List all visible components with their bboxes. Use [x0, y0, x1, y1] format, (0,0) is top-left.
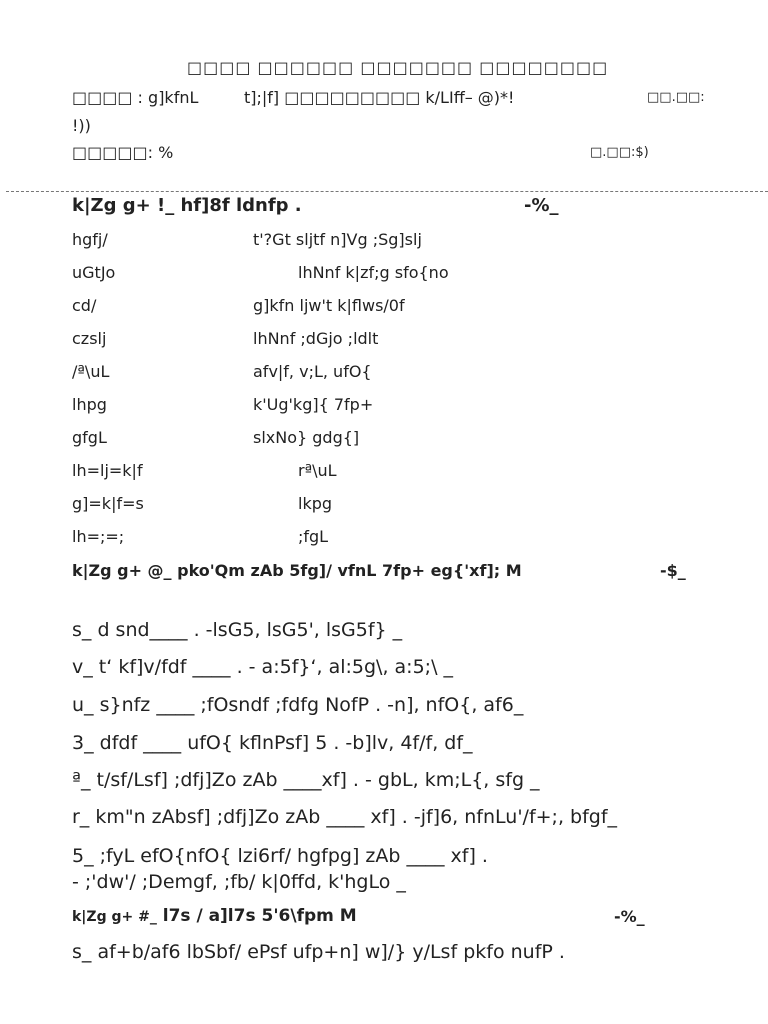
- q2-item-1: s_ d snd____ . -lsG5, lsG5', lsG5f} _: [72, 619, 403, 641]
- q1-right-9: lkpg: [298, 494, 333, 513]
- q3-title-prefix: k|Zg g+ #_: [72, 909, 157, 925]
- q1-left-9: g]=k|f=s: [72, 494, 144, 513]
- full-marks: □□.□□:: [647, 90, 705, 105]
- pass-marks: □.□□:$): [590, 145, 649, 160]
- q1-right-10: ;fgL: [298, 527, 329, 546]
- q1-marks: -%_: [524, 195, 559, 216]
- q1-left-1: hgfj/: [72, 230, 108, 249]
- q1-title: k|Zg g+ !_ hf]8f ldnfp .: [72, 195, 302, 216]
- q1-right-8: rª\uL: [298, 461, 337, 480]
- q2-item-4: 3_ dfdf ____ ufO{ kflnPsf] 5 . -b]lv, 4f/f, df_: [72, 732, 473, 754]
- time-label: □□□□□: %: [72, 143, 174, 162]
- q2-item-7-options: - ;'dw'/ ;Demgf, ;fb/ k|0ffd, k'hgLo _: [72, 871, 406, 893]
- q1-left-8: lh=lj=k|f: [72, 461, 143, 480]
- subject-title: t];|f] □□□□□□□□□ k/LIff– @)*!: [244, 88, 515, 107]
- q2-item-6: r_ km"n zAbsf] ;dfj]Zo zAb ____ xf] . -jf]6, nfnLu'/f+;, bfgf_: [72, 806, 618, 828]
- q1-right-4: lhNnf ;dGjo ;ldlt: [253, 329, 379, 348]
- q2-marks: -$_: [660, 561, 686, 580]
- q1-right-6: k'Ug'kg]{ 7fp+: [253, 395, 374, 414]
- q1-right-7: slxNo} gdg{]: [253, 428, 360, 447]
- q1-left-5: /ª\uL: [72, 362, 110, 381]
- q1-right-1: t'?Gt sljtf n]Vg ;Sg]slj: [253, 230, 422, 249]
- q2-item-3: u_ s}nfz ____ ;fOsndf ;fdfg NofP . -n], nfO{, af6_: [72, 694, 524, 716]
- q3-title: [72, 906, 357, 926]
- q1-left-10: lh=;=;: [72, 527, 125, 546]
- q2-item-5: ª_ t/sf/Lsf] ;dfj]Zo zAb ____xf] . - gbL, km;L{, sfg _: [72, 769, 540, 791]
- q3-title-rest: l7s / a]l7s 5'6\fpm M: [156, 906, 357, 926]
- q3-marks: -%_: [614, 907, 645, 926]
- q1-right-3: g]kfn ljw't k|flws/0f: [253, 296, 405, 315]
- q1-left-3: cd/: [72, 296, 97, 315]
- exam-title: □□□□ □□□□□□ □□□□□□□ □□□□□□□□: [187, 58, 609, 77]
- dashed-divider: [6, 191, 768, 192]
- full-marks-value: !)): [72, 116, 91, 135]
- q2-title: k|Zg g+ @_ pko'Qm zAb 5fg]/ vfnL 7fp+ eg{'xf]; M: [72, 561, 522, 580]
- q2-item-7: 5_ ;fyL efO{nfO{ lzi6rf/ hgfpg] zAb ____ xf] .: [72, 845, 488, 867]
- q1-left-4: czslj: [72, 329, 107, 348]
- q1-right-5: afv|f, v;L, ufO{: [253, 362, 372, 381]
- q1-left-2: uGtJo: [72, 263, 116, 282]
- q1-left-6: lhpg: [72, 395, 107, 414]
- q1-right-2: lhNnf k|zf;g sfo{no: [298, 263, 449, 282]
- q2-item-2: v_ t‘ kf]v/fdf ____ . - a:5f}‘, al:5g\, a:5;\ _: [72, 656, 454, 678]
- class-label: □□□□ : g]kfnL: [72, 88, 199, 107]
- q1-left-7: gfgL: [72, 428, 107, 447]
- q3-item-1: s_ af+b/af6 lbSbf/ ePsf ufp+n] w]/} y/Lsf pkfo nufP .: [72, 941, 565, 963]
